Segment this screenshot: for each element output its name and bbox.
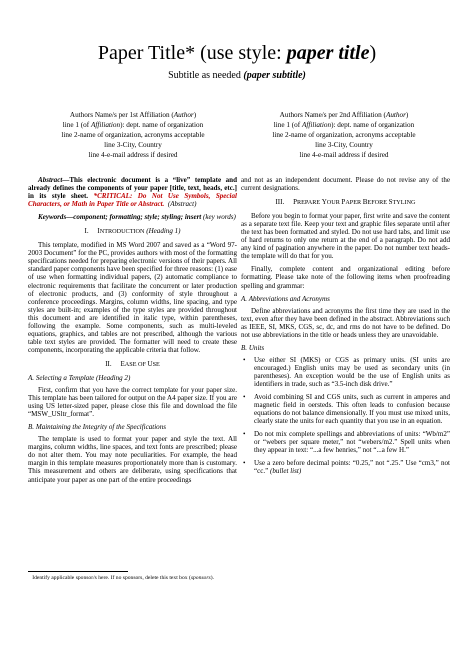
section-heading-introduction: I. INTRODUCTION (Heading 1)	[84, 227, 181, 236]
left-column	[28, 176, 237, 484]
keywords: Keywords—component; formatting; style; styling; insert (key words)	[38, 213, 236, 222]
author-block-2	[241, 110, 447, 160]
bullet-item: • Use a zero before decimal points: “0.25,” not “.25.” Use “cm3,” not “cc.” (bullet list)	[243, 459, 450, 476]
author-line-4: line 4-e-mail address if desired	[88, 151, 178, 159]
section-heading-ease-of-use: II. EASE OF USE	[105, 359, 160, 368]
subsection-heading-units: B. Units	[241, 343, 265, 352]
paper-title	[0, 42, 474, 64]
abstract-critical: *CRITICAL: Do Not Use Symbols, Special Characters, or Math in Paper Title or Abstract.	[28, 192, 237, 209]
section-heading-prepare-paper: III. PREPARE YOUR PAPER BEFORE STYLING	[275, 198, 416, 207]
subtitle-style: (paper subtitle)	[243, 70, 306, 81]
paper-title-style: paper title	[286, 42, 370, 64]
bullet-item: • Avoid combining SI and CGS units, such as current in amperes and magnetic field in oersteds. This often leads to confusion because equations do not balance dimensionally. If you must use mixed units, clearly state the units for each quantity that you use in an equation.	[243, 393, 450, 426]
subsection-heading-selecting-template: A. Selecting a Template (Heading 2)	[28, 373, 131, 382]
paper-title-prefix: Paper Title* (use style:	[97, 42, 287, 64]
bullet-icon: •	[243, 355, 246, 364]
subsection-heading-abbreviations: A. Abbreviations and Acronyms	[241, 294, 330, 303]
author-line-1: line 1 (of Affiliation): dept. name of organization	[62, 121, 204, 129]
bullet-item: • Do not mix complete spellings and abbreviations of units: “Wb/m2” or “webers per square meter,” not “webers/m2.” Spell units when they appear in text: “...a few henries,” not “...a few H.”	[243, 430, 450, 455]
introduction-paragraph: This template, modified in MS Word 2007 and saved as a “Word 97-2003 Document” for the PC, provides authors with most of the formatting specifications needed for preparing electronic versions of their papers. All standard paper components have been specified for three reasons: (1) ease of use when formatting individual papers, (2) automatic compliance to electronic requirements that facilitate the concurrent or later production of electronic products, and (3) conformity of style throughout a conference proceedings. Margins, column widths, line spacing, and type styles are built-in; examples of the type styles are provided throughout this document and are identified in italic type, within parentheses, following the example. Some components, such as multi-leveled equations, graphics, and tables are not prescribed, although the various table text styles are provided. The formatter will need to create these components, incorporating the applicable criteria that follow.	[28, 241, 237, 354]
author-line-2: line 2-name of organization, acronyms acceptable	[272, 131, 416, 139]
prepare-paragraph-1: Before you begin to format your paper, first write and save the content as a separate text file. Keep your text and graphic files separate until after the text has been formatted and styled. Do not use hard tabs, and limit use of hard returns to only one return at the end of a paragraph. Do not add any kind of pagination anywhere in the paper. Do not number text heads-the template will do that for you.	[241, 212, 450, 261]
continued-paragraph: and not as an independent document. Please do not revise any of the current designations.	[241, 176, 450, 193]
bullet-icon: •	[243, 459, 246, 468]
subtitle-prefix: Subtitle as needed	[168, 70, 244, 81]
subsection-heading-maintaining-integrity: B. Maintaining the Integrity of the Specifications	[28, 423, 166, 432]
author-line-2: line 2-name of organization, acronyms acceptable	[61, 131, 205, 139]
paper-title-suffix: )	[369, 42, 377, 64]
author-line-3: line 3-City, Country	[315, 141, 373, 149]
bullet-item: • Use either SI (MKS) or CGS as primary units. (SI units are encouraged.) English units may be used as secondary units (in parentheses). An exception would be the use of English units as identifiers in trade, such as “3.5-inch disk drive.”	[243, 355, 450, 388]
author-line-3: line 3-City, Country	[104, 141, 162, 149]
abstract: Abstract—This electronic document is a “live” template and already defines the components of your paper [title, text, heads, etc.] in its style sheet. *CRITICAL: Do Not Use Symbols, Special Characters, or Math in Paper Title or Abstract. (Abstract)	[28, 176, 237, 209]
prepare-paragraph-2: Finally, complete content and organizational editing before formatting. Please take note of the following items when proofreading spelling and grammar:	[241, 265, 450, 290]
abbreviations-paragraph: Define abbreviations and acronyms the first time they are used in the text, even after they have been defined in the abstract. Abbreviations such as IEEE, SI, MKS, CGS, sc, dc, and rms do not have to be defined. Do not use abbreviations in the title or heads unless they are unavoidable.	[241, 306, 450, 339]
maintaining-integrity-paragraph: The template is used to format your paper and style the text. All margins, column widths, line spaces, and text fonts are prescribed; please do not alter them. You may note peculiarities. For example, the head margin in this template measures proportionately more than is customary. This measurement and others are deliberate, using specifications that anticipate your paper as one part of the entire proceedings	[28, 435, 237, 484]
paper-subtitle	[0, 70, 474, 82]
bullet-icon: •	[243, 393, 246, 402]
author-line-4: line 4-e-mail address if desired	[299, 151, 389, 159]
footnote-rule	[28, 571, 128, 572]
bullet-icon: •	[243, 430, 246, 439]
right-column	[241, 176, 450, 480]
author-block-1	[30, 110, 236, 160]
author-name: Authors Name/s per 1st Affiliation (Author)	[69, 111, 197, 119]
footnote: Identify applicable sponsor/s here. If no sponsors, delete this text box (sponsors).	[32, 575, 214, 581]
author-line-1: line 1 (of Affiliation): dept. name of organization	[273, 121, 415, 129]
selecting-template-paragraph: First, confirm that you have the correct template for your paper size. This template has been tailored for output on the A4 paper size. If you are using US letter-sized paper, please close this file and download the file “MSW_USltr_format”.	[28, 386, 237, 419]
author-name: Authors Name/s per 2nd Affiliation (Author)	[279, 111, 409, 119]
